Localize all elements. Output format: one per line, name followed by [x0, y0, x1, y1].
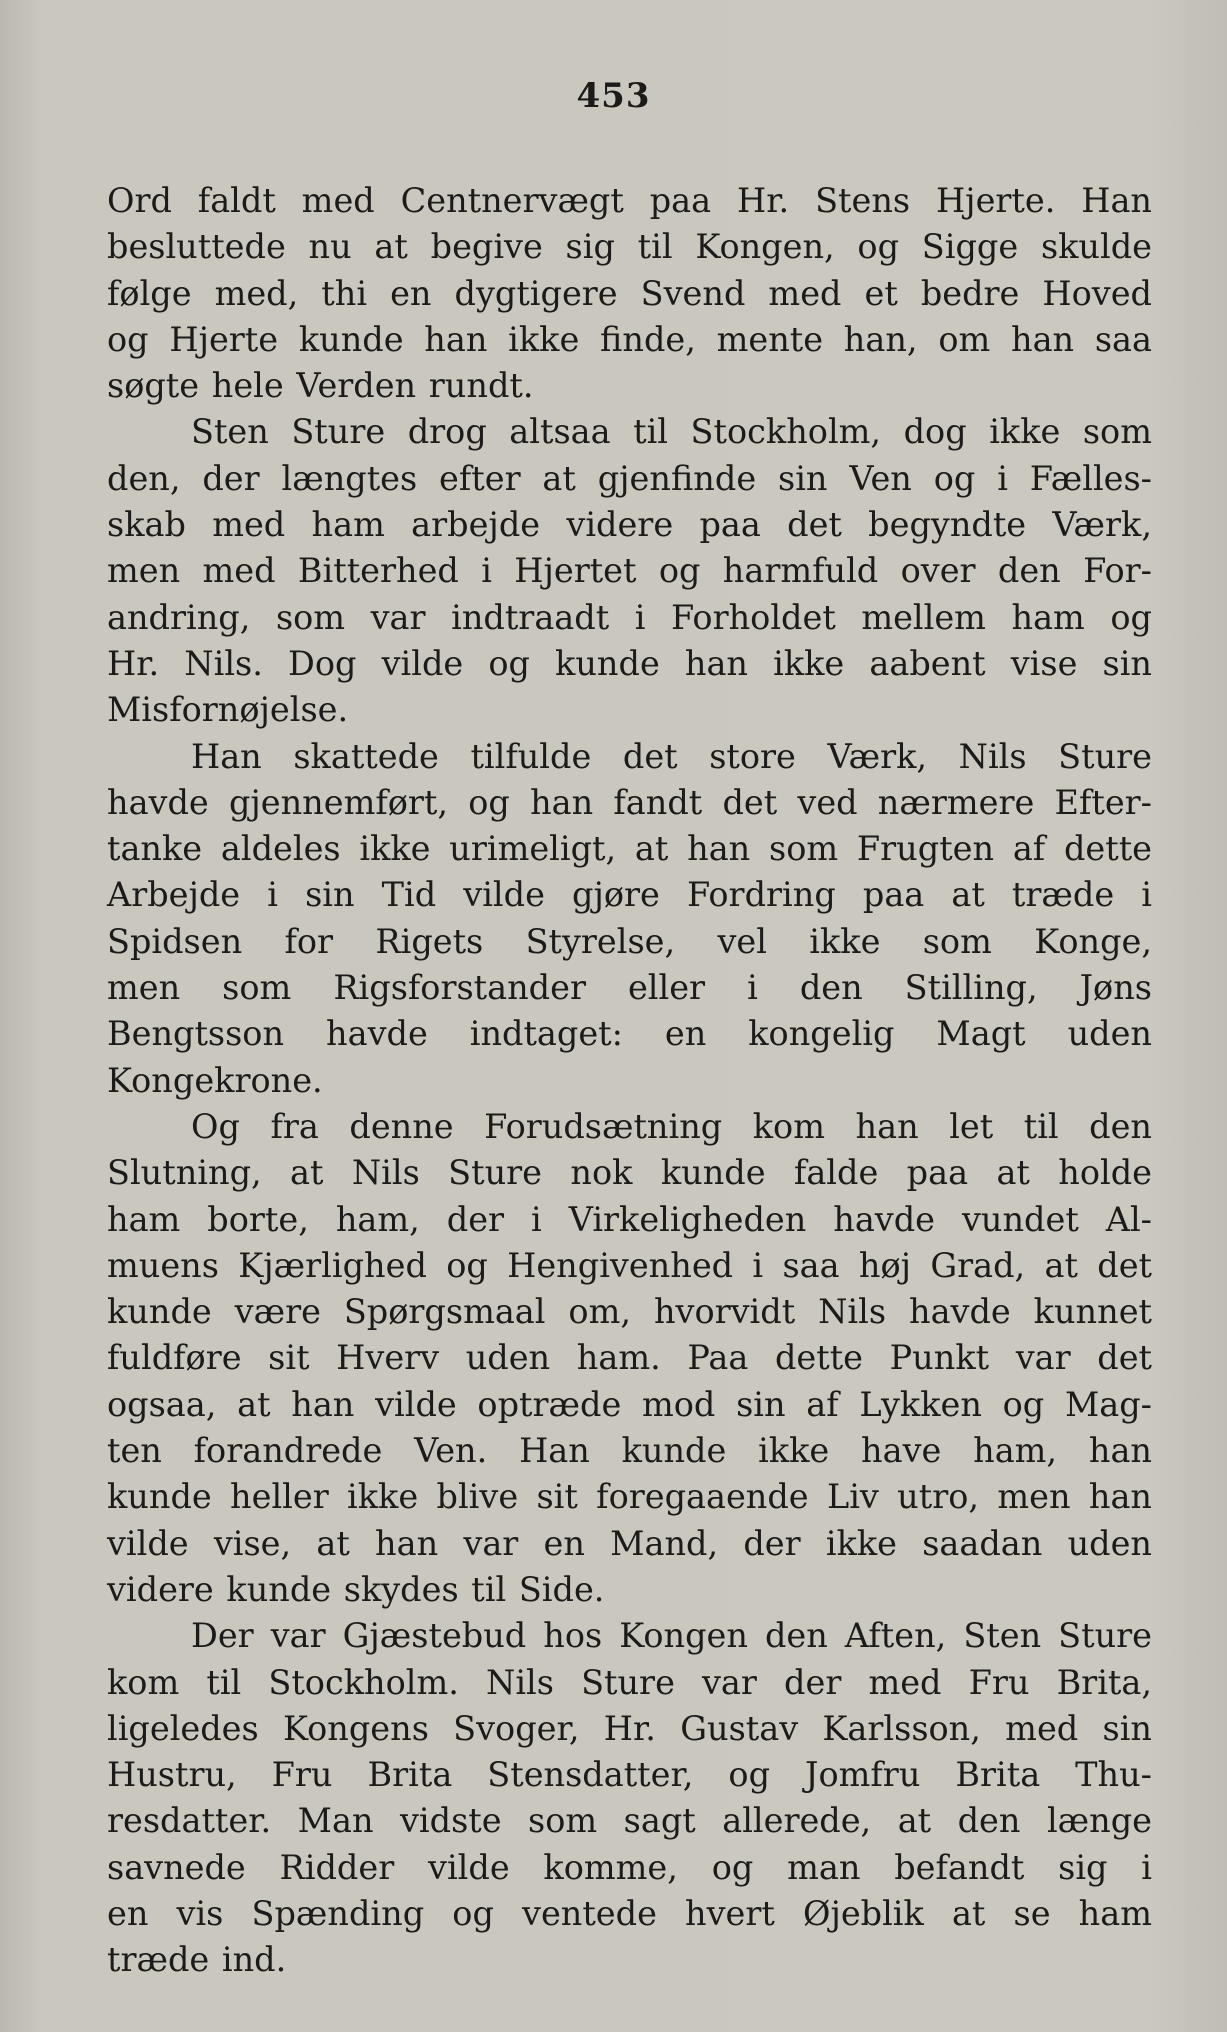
text-line: videre kunde skydes til Side. [107, 1569, 605, 1609]
text-line: ten forandrede Ven. Han kunde ikke have ham, han [107, 1431, 1152, 1471]
text-line: Kongekrone. [107, 1060, 323, 1100]
text-line: Ord faldt med Centnervægt paa Hr. Stens Hjerte. Han [107, 181, 1152, 220]
text-line: Spidsen for Rigets Styrelse, vel ikke som Konge, [107, 921, 1152, 961]
text-line: den, der længtes efter at gjenfinde sin Ven og i Fælles- [107, 458, 1152, 498]
text-line: Slutning, at Nils Sture nok kunde falde paa at holde [107, 1153, 1152, 1193]
text-line: ham borte, ham, der i Virkeligheden havde vundet Al- [107, 1199, 1152, 1239]
page-number: 453 [576, 76, 651, 116]
text-line: ligeledes Kongens Svoger, Hr. Gustav Karlsson, med sin [107, 1708, 1152, 1748]
text-line: og Hjerte kunde han ikke finde, mente han, om han saa [107, 319, 1152, 359]
text-line: Og fra denne Forudsætning kom han let til den [191, 1106, 1152, 1146]
text-line: Bengtsson havde indtaget: en kongelig Magt uden [107, 1014, 1152, 1054]
text-line: følge med, thi en dygtigere Svend med et bedre Hoved [107, 273, 1152, 313]
text-line: Hustru, Fru Brita Stensdatter, og Jomfru Brita Thu- [107, 1755, 1152, 1795]
text-line: men som Rigsforstander eller i den Stilling, Jøns [107, 968, 1152, 1008]
text-line: savnede Ridder vilde komme, og man befandt sig i [107, 1847, 1152, 1887]
text-line: men med Bitterhed i Hjertet og harmfuld over den For- [107, 551, 1152, 591]
text-line: Hr. Nils. Dog vilde og kunde han ikke aabent vise sin [107, 643, 1152, 683]
text-line: resdatter. Man vidste som sagt allerede, at den længe [107, 1801, 1152, 1841]
text-line: Der var Gjæstebud hos Kongen den Aften, Sten Sture [191, 1616, 1152, 1656]
text-line: vilde vise, at han var en Mand, der ikke saadan uden [107, 1523, 1152, 1563]
text-line: kom til Stockholm. Nils Sture var der med Fru Brita, [107, 1662, 1152, 1702]
text-line: Han skattede tilfulde det store Værk, Nils Sture [191, 736, 1152, 776]
text-line: kunde heller ikke blive sit foregaaende Liv utro, men han [107, 1477, 1152, 1517]
text-line: træde ind. [107, 1940, 287, 1980]
text-line: Sten Sture drog altsaa til Stockholm, dog ikke som [191, 412, 1152, 452]
text-line: skab med ham arbejde videre paa det begyndte Værk, [107, 505, 1152, 545]
text-line: søgte hele Verden rundt. [107, 366, 534, 406]
text-line: Misfornøjelse. [107, 690, 349, 730]
text-line: havde gjennemført, og han fandt det ved nærmere Efter- [107, 782, 1152, 822]
body-text [107, 178, 1152, 1984]
text-line: kunde være Spørgsmaal om, hvorvidt Nils havde kunnet [107, 1292, 1152, 1332]
text-line: Arbejde i sin Tid vilde gjøre Fordring paa at træde i [107, 875, 1152, 915]
text-line: en vis Spænding og ventede hvert Øjeblik at se ham [107, 1893, 1152, 1933]
text-line: andring, som var indtraadt i Forholdet mellem ham og [107, 597, 1152, 637]
text-line: tanke aldeles ikke urimeligt, at han som Frugten af dette [107, 829, 1152, 869]
text-line: ogsaa, at han vilde optræde mod sin af Lykken og Mag- [107, 1384, 1152, 1424]
text-line: muens Kjærlighed og Hengivenhed i saa høj Grad, at det [107, 1245, 1152, 1285]
text-line: besluttede nu at begive sig til Kongen, og Sigge skulde [107, 227, 1152, 267]
text-line: fuldføre sit Hverv uden ham. Paa dette Punkt var det [107, 1338, 1152, 1378]
